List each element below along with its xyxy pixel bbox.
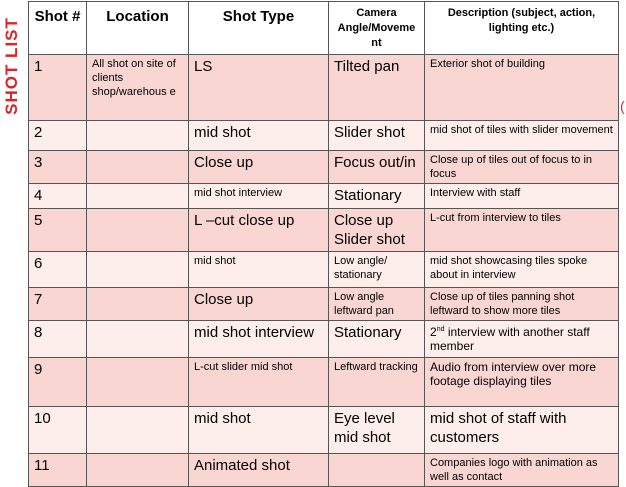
cell-description: Companies logo with animation as well as contact: [425, 454, 619, 487]
cell-description: Interview with staff: [425, 184, 619, 209]
cell-camera: Focus out/in: [329, 151, 425, 184]
cell-shot-number: 8: [29, 321, 87, 358]
cell-camera: Tilted pan: [329, 55, 425, 121]
table-row: [29, 321, 619, 358]
cell-location: [87, 321, 189, 358]
cell-location: [87, 121, 189, 151]
cell-shot-type: mid shot: [189, 121, 329, 151]
header-location: Location: [87, 2, 189, 55]
table-row: [29, 55, 619, 121]
header-shot-number: Shot #: [29, 2, 87, 55]
cell-shot-number: 11: [29, 454, 87, 487]
cell-shot-number: 5: [29, 209, 87, 252]
cell-location: [87, 407, 189, 454]
table-row: [29, 151, 619, 184]
header-shot-type: Shot Type: [189, 2, 329, 55]
edge-fragment: (: [620, 98, 625, 114]
header-row: [29, 2, 619, 55]
cell-description: mid shot showcasing tiles spoke about in interview: [425, 252, 619, 288]
cell-description: Close up of tiles out of focus to in focus: [425, 151, 619, 184]
cell-shot-number: 3: [29, 151, 87, 184]
table-row: [29, 252, 619, 288]
cell-description: mid shot of tiles with slider movement: [425, 121, 619, 151]
cell-location: All shot on site of clients shop/warehous e: [87, 55, 189, 121]
cell-camera: Low angle/ stationary: [329, 252, 425, 288]
cell-camera: [329, 454, 425, 487]
cell-location: [87, 358, 189, 407]
table-row: [29, 407, 619, 454]
cell-location: [87, 151, 189, 184]
cell-shot-number: 6: [29, 252, 87, 288]
table-row: [29, 184, 619, 209]
cell-shot-type: mid shot: [189, 252, 329, 288]
table-row: [29, 209, 619, 252]
header-camera-angle: Camera Angle/Moveme nt: [329, 2, 425, 55]
ordinal-suffix: nd: [436, 326, 445, 333]
cell-location: [87, 209, 189, 252]
description-text: interview with another staff member: [430, 325, 590, 353]
cell-shot-type: mid shot interview: [189, 321, 329, 358]
shot-list-table: [28, 1, 619, 487]
cell-description: Close up of tiles panning shot leftward to show more tiles: [425, 288, 619, 321]
cell-camera: Eye level mid shot: [329, 407, 425, 454]
cell-camera: Low angle leftward pan: [329, 288, 425, 321]
cell-shot-type: L-cut slider mid shot: [189, 358, 329, 407]
table-row: [29, 358, 619, 407]
shot-list-title: [0, 10, 24, 122]
cell-shot-type: LS: [189, 55, 329, 121]
header-description: Description (subject, action, lighting etc.): [425, 2, 619, 55]
table-row: [29, 288, 619, 321]
cell-shot-type: Close up: [189, 151, 329, 184]
cell-camera: Close up Slider shot: [329, 209, 425, 252]
cell-shot-type: Animated shot: [189, 454, 329, 487]
cell-shot-type: mid shot: [189, 407, 329, 454]
cell-location: [87, 288, 189, 321]
table-row: [29, 121, 619, 151]
cell-shot-type: L –cut close up: [189, 209, 329, 252]
table-row: [29, 454, 619, 487]
cell-camera: Stationary: [329, 184, 425, 209]
cell-camera: Leftward tracking: [329, 358, 425, 407]
cell-location: [87, 252, 189, 288]
cell-location: [87, 184, 189, 209]
cell-camera: Slider shot: [329, 121, 425, 151]
cell-shot-number: 2: [29, 121, 87, 151]
cell-shot-type: mid shot interview: [189, 184, 329, 209]
cell-description: L-cut from interview to tiles: [425, 209, 619, 252]
cell-description: mid shot of staff with customers: [425, 407, 619, 454]
cell-shot-number: 4: [29, 184, 87, 209]
cell-description: Exterior shot of building: [425, 55, 619, 121]
cell-shot-number: 7: [29, 288, 87, 321]
cell-shot-number: 9: [29, 358, 87, 407]
cell-shot-number: 10: [29, 407, 87, 454]
cell-description: Audio from interview over more footage displaying tiles: [425, 358, 619, 407]
cell-camera: Stationary: [329, 321, 425, 358]
cell-location: [87, 454, 189, 487]
shot-list-title-text: SHOT LIST: [2, 17, 21, 115]
cell-shot-type: Close up: [189, 288, 329, 321]
cell-shot-number: 1: [29, 55, 87, 121]
cell-description: [425, 321, 619, 358]
ordinal-number: 2: [430, 325, 437, 339]
